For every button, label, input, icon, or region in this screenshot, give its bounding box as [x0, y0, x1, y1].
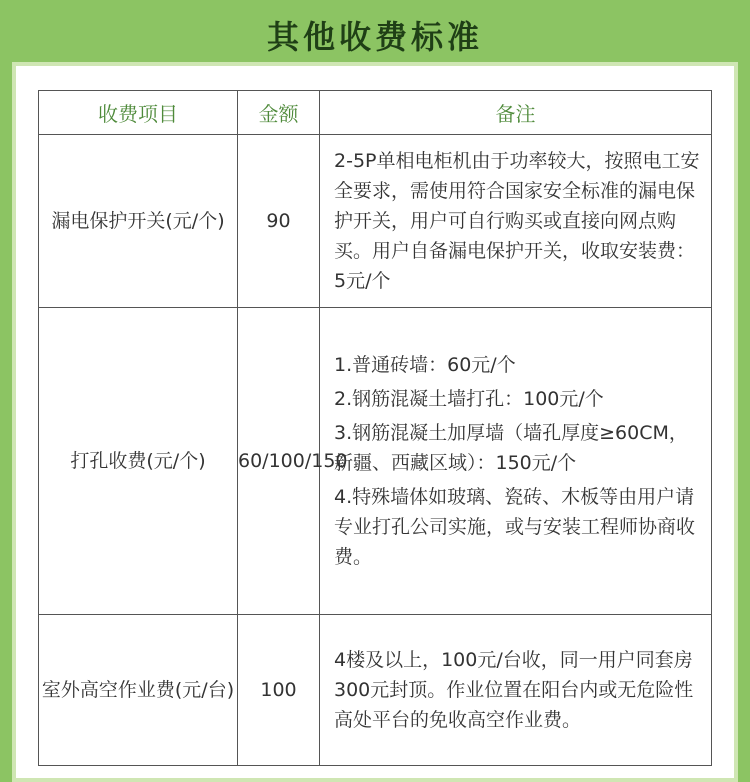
- row-amount: 100: [238, 615, 320, 766]
- table-row: [39, 615, 712, 766]
- row-item: 漏电保护开关(元/个): [39, 135, 238, 308]
- row-amount: 90: [238, 135, 320, 308]
- title-bar: [0, 0, 750, 62]
- header-item: 收费项目: [39, 91, 238, 135]
- note-list-item: 3.钢筋混凝土加厚墙（墙孔厚度≥60CM，新疆、西藏区域）：150元/个: [334, 422, 688, 474]
- row-item: 打孔收费(元/个): [39, 308, 238, 615]
- row-item: 室外高空作业费(元/台): [39, 615, 238, 766]
- row-amount: 60/100/150: [238, 308, 320, 615]
- note-list-item: 2.钢筋混凝土墙打孔：100元/个: [334, 388, 604, 410]
- row-note: 2-5P单相电柜机由于功率较大，按照电工安全要求，需使用符合国家安全标准的漏电保护开关，用户可自行购买或直接向网点购买。用户自备漏电保护开关，收取安装费：5元/个: [320, 135, 712, 308]
- note-list-item: 1.普通砖墙：60元/个: [334, 354, 516, 376]
- header-note: 备注: [320, 91, 712, 135]
- page-title: 其他收费标准: [266, 18, 483, 56]
- header-amount: 金额: [238, 91, 320, 135]
- table-row: [39, 135, 712, 308]
- row-note: 4楼及以上，100元/台收，同一用户同套房300元封顶。作业位置在阳台内或无危险性高处平台的免收高空作业费。: [320, 615, 712, 766]
- table-header-row: [39, 91, 712, 135]
- table-row: [39, 308, 712, 615]
- note-list-item: 4.特殊墙体如玻璃、瓷砖、木板等由用户请专业打孔公司实施，或与安装工程师协商收费。: [334, 486, 696, 568]
- fee-table: [38, 90, 712, 766]
- row-note-list: [320, 308, 712, 615]
